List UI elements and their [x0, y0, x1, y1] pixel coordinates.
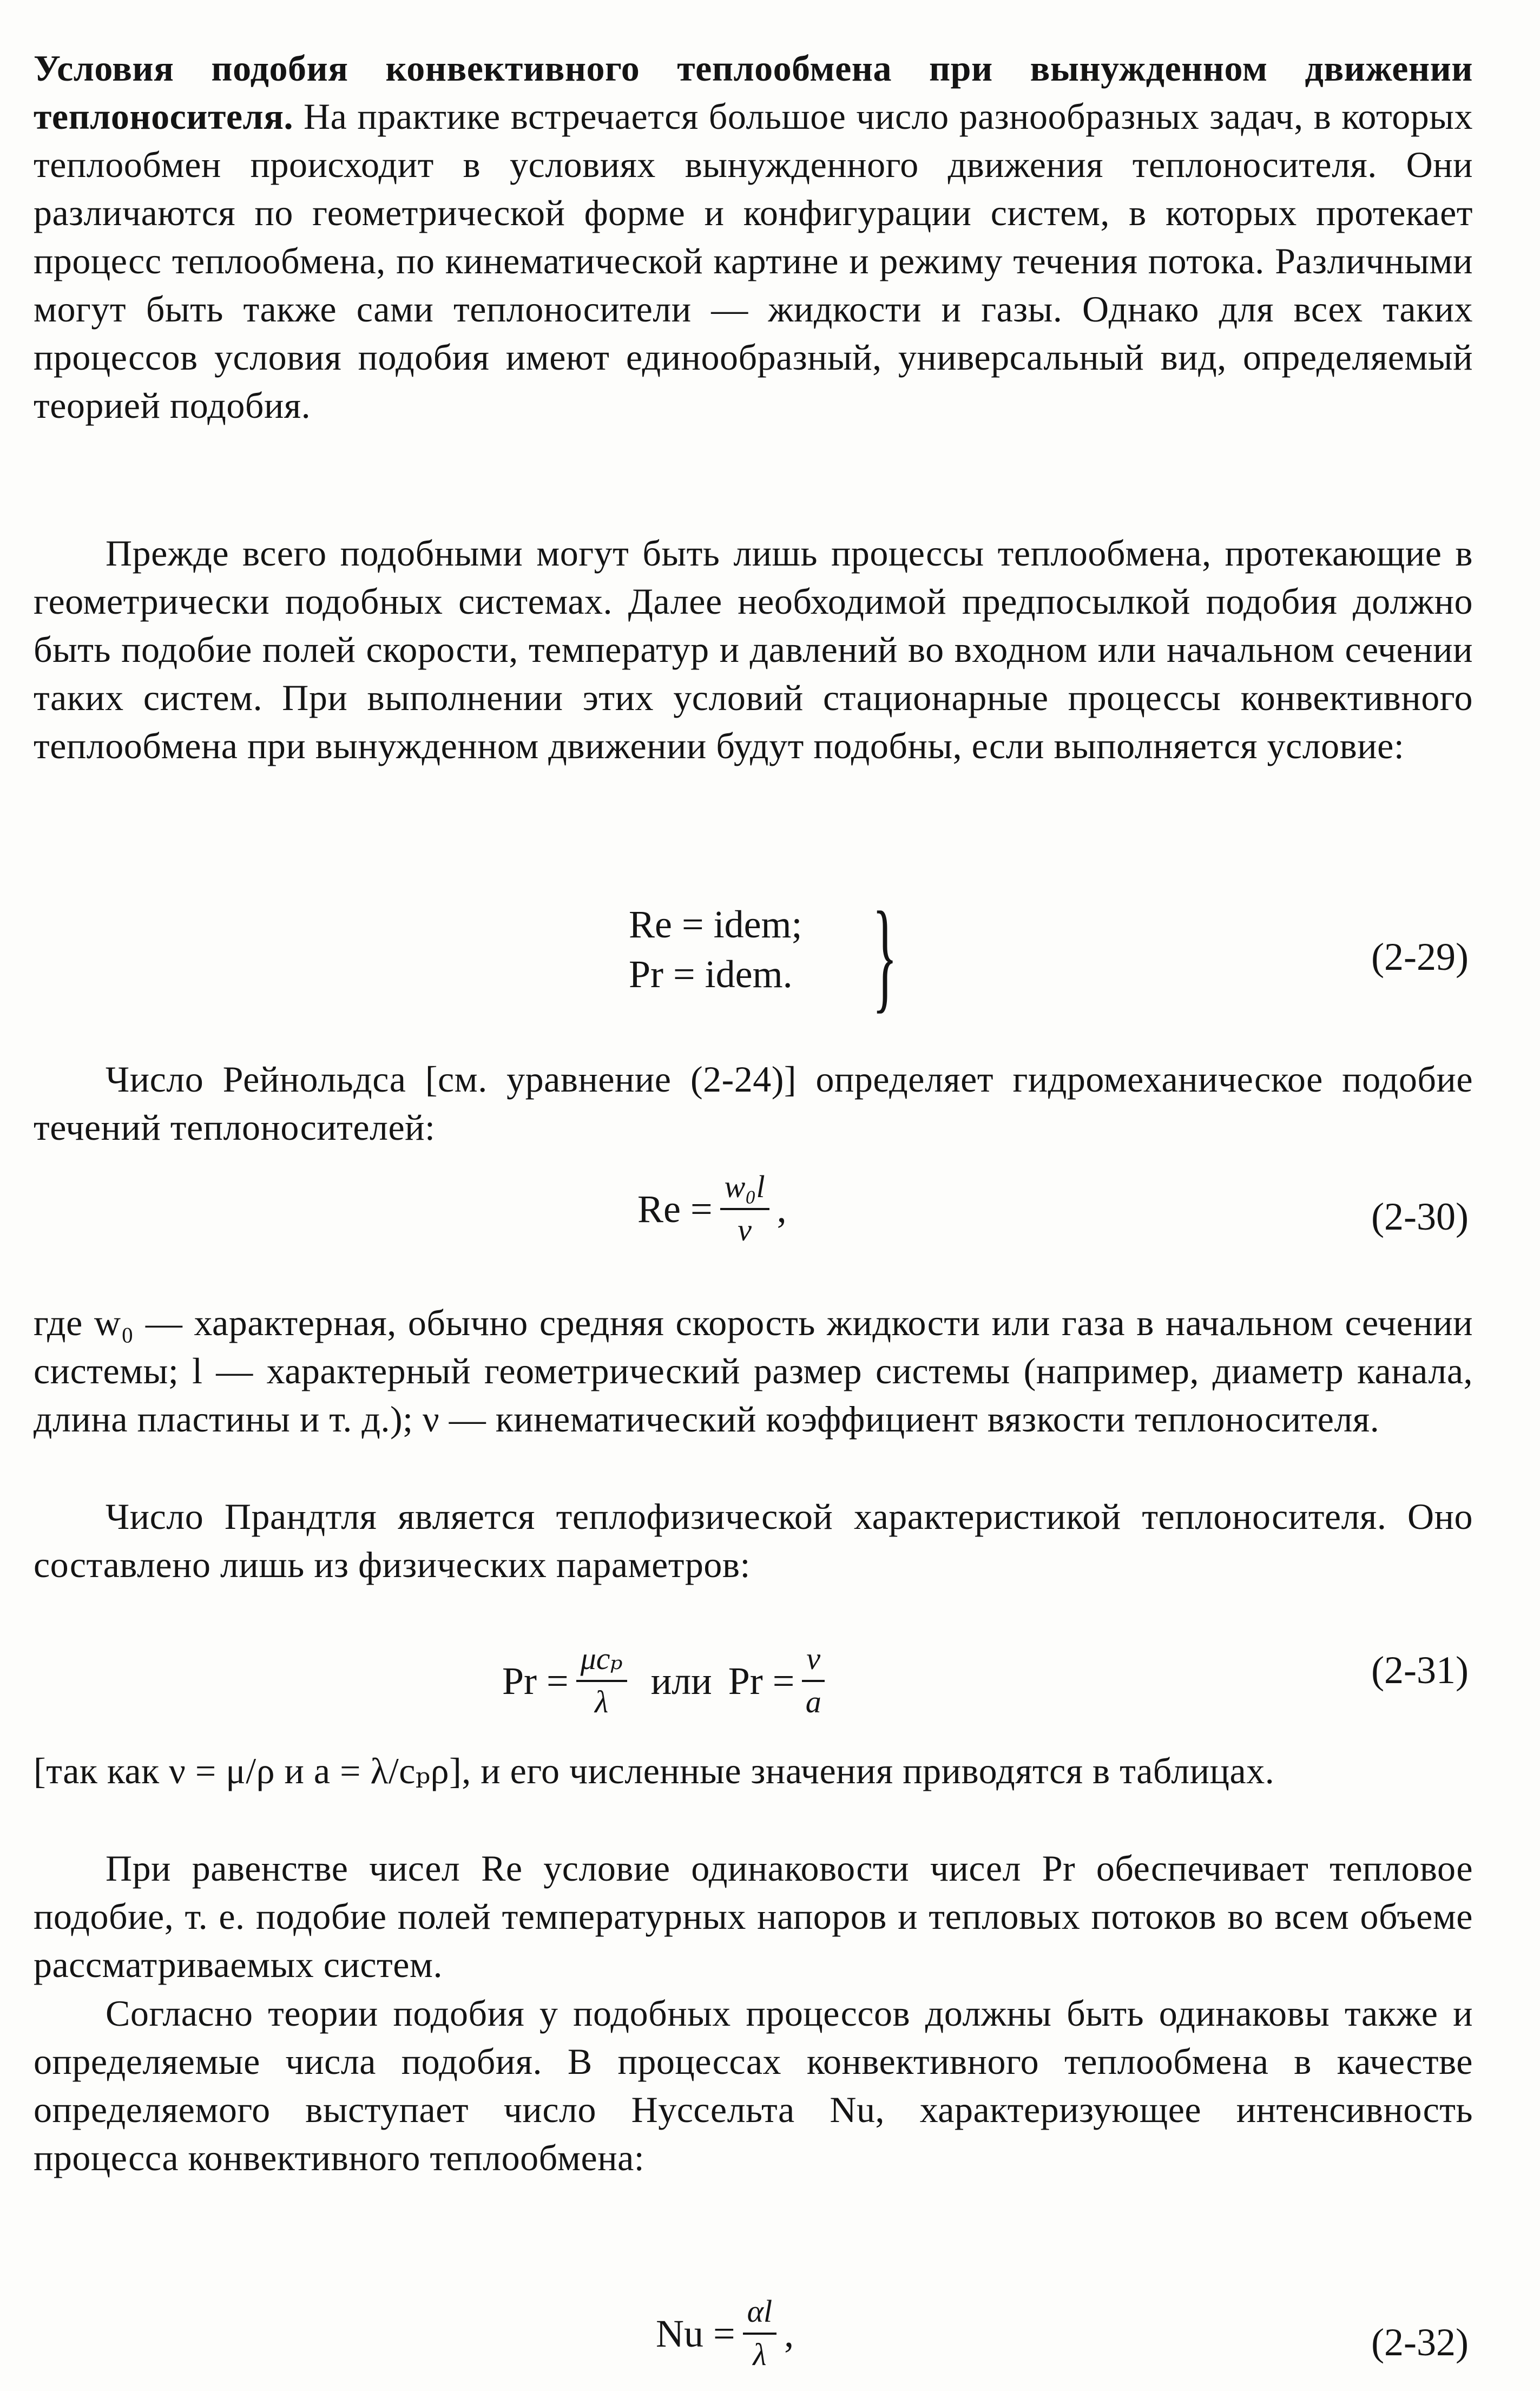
- fraction: [802, 1640, 825, 1722]
- fraction: [576, 1640, 627, 1722]
- paragraph-similarity-conditions: [34, 44, 1473, 430]
- paragraph-text: На практике встречается большое число разнообразных задач, в которых теплообмен происходит в условиях вынужденного движения теплоносителя. Они различаются по геометрической форме и конфигурации систем, в которых протекает процесс теплообмена, по кинематической картине и режиму течения потока. Различными могут быть также сами теплоносители — жидкости и газы. Однако для всех таких процессов условия подобия имеют единообразный, универсальный вид, определяемый теорией подобия.: [34, 96, 1473, 426]
- fraction-denominator: ν: [738, 1212, 752, 1247]
- equation-number: (2-31): [1371, 1648, 1469, 1692]
- fraction-numerator: w₀l: [720, 1168, 769, 1210]
- fraction-numerator: ν: [802, 1640, 825, 1682]
- paragraph-heading: Условия подобия конвективного теплообмена при вынужденном движении теплоносителя.: [34, 48, 1473, 137]
- equation-comma: ,: [784, 2312, 794, 2355]
- equation-connector: или: [650, 1659, 712, 1703]
- paragraph-nusselt: Согласно теории подобия у подобных процессов должны быть одинаковы также и определяемые числа подобия. В процессах конвективного теплообмена в качестве определяемого выступает число Нуссельта Nu, характеризующее интенсивность процесса конвективного теплообмена:: [34, 1993, 1473, 2178]
- curly-brace-icon: }: [872, 886, 898, 1024]
- equation-lhs: Pr =: [728, 1659, 795, 1703]
- equation-lhs: Nu =: [656, 2312, 735, 2355]
- equation-2-31: [502, 1640, 832, 1722]
- equation-2-29: [629, 905, 802, 994]
- equation-number: (2-30): [1371, 1195, 1469, 1238]
- fraction: [743, 2293, 777, 2375]
- equation-line: Re = idem;: [629, 903, 802, 946]
- paragraph-geometric-similarity: Прежде всего подобными могут быть лишь процессы теплообмена, протекающие в геометрически подобных системах. Далее необходимой предпосылкой подобия должно быть подобие полей скорости, температур и давлений во входном или начальном сечении таких систем. При выполнении этих условий стационарные процессы конвективного теплообмена при вынужденном движении будут подобны, если выполняется условие:: [34, 533, 1473, 766]
- equation-2-30: [637, 1168, 787, 1250]
- equation-line: Pr = idem.: [629, 953, 793, 996]
- fraction: [720, 1168, 769, 1250]
- paragraph-prandtl: Число Прандтля является теплофизической характеристикой теплоносителя. Оно составлено лишь из физических параметров:: [34, 1496, 1473, 1585]
- fraction-denominator: λ: [753, 2337, 767, 2372]
- equation-number: (2-29): [1371, 935, 1469, 978]
- paragraph-reynolds: Число Рейнольдса [см. уравнение (2-24)] определяет гидромеханическое подобие течений теплоносителей:: [34, 1059, 1473, 1148]
- equation-number: (2-32): [1371, 2321, 1469, 2364]
- equation-2-32: [656, 2293, 794, 2375]
- equation-comma: ,: [776, 1187, 787, 1231]
- fraction-denominator: λ: [595, 1684, 609, 1719]
- equation-lhs: Re =: [637, 1187, 713, 1231]
- fraction-numerator: αl: [743, 2293, 777, 2335]
- paragraph-reynolds-definitions: где w₀ — характерная, обычно средняя скорость жидкости или газа в начальном сечении системы; l — характерный геометрический размер системы (например, диаметр канала, длина пластины и т. д.); ν — кинематический коэффициент вязкости теплоносителя.: [34, 1302, 1473, 1440]
- paragraph-prandtl-tables: [так как ν = μ/ρ и a = λ/cₚρ], и его численные значения приводятся в таблицах.: [34, 1750, 1275, 1791]
- fraction-numerator: μcₚ: [576, 1640, 627, 1682]
- fraction-denominator: a: [805, 1684, 821, 1719]
- equation-lhs: Pr =: [502, 1659, 569, 1703]
- paragraph-thermal-similarity: При равенстве чисел Re условие одинаковости чисел Pr обеспечивает тепловое подобие, т. е. подобие полей температурных напоров и тепловых потоков во всем объеме рассматриваемых систем.: [34, 1848, 1473, 1985]
